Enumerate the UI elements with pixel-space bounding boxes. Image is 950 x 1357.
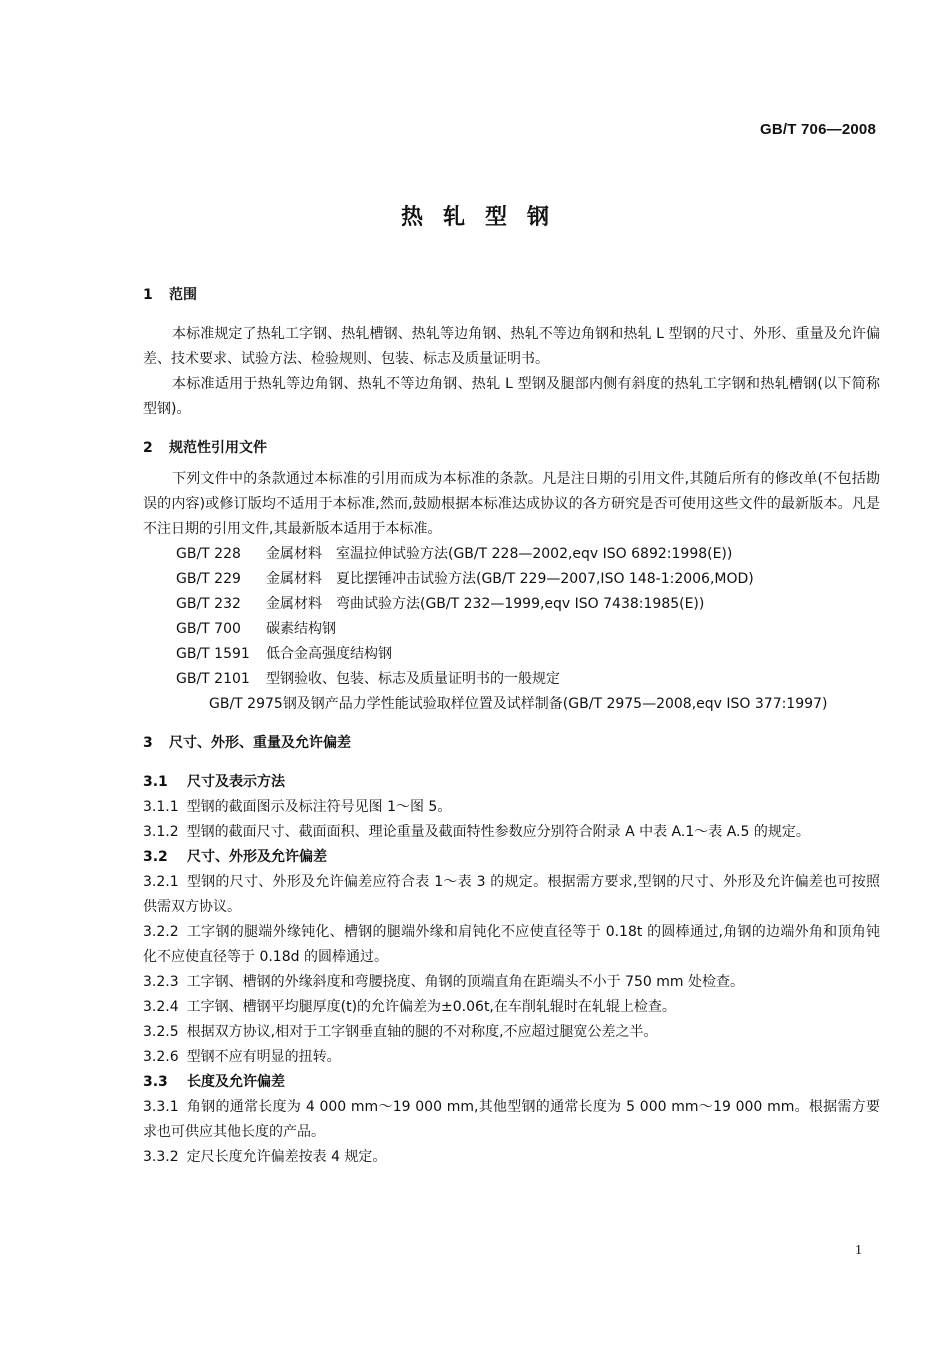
clause bbox=[143, 1020, 880, 1045]
reference-item bbox=[143, 667, 880, 692]
clause bbox=[143, 1095, 880, 1145]
clause-text: 工字钢、槽钢的外缘斜度和弯腰挠度、角钢的顶端直角在距端头不小于 750 mm 处检查。 bbox=[186, 974, 744, 990]
clause-text: 定尺长度允许偏差按表 4 规定。 bbox=[186, 1149, 387, 1165]
section-1-heading bbox=[143, 283, 880, 308]
section-3-heading bbox=[143, 731, 880, 756]
clause bbox=[143, 870, 880, 920]
reference-item bbox=[143, 617, 880, 642]
document-title: 热轧型钢 bbox=[400, 205, 569, 230]
reference-item bbox=[143, 567, 880, 592]
reference-title: 型钢验收、包装、标志及质量证明书的一般规定 bbox=[266, 671, 560, 687]
clause-text: 根据双方协议,相对于工字钢垂直轴的腿的不对称度,不应超过腿宽公差之半。 bbox=[186, 1024, 658, 1040]
clause-text: 型钢不应有明显的扭转。 bbox=[186, 1049, 341, 1065]
clause bbox=[143, 920, 880, 970]
clause bbox=[143, 795, 880, 820]
reference-title: 金属材料 夏比摆锤冲击试验方法(GB/T 229—2007,ISO 148-1:2006,MOD) bbox=[266, 571, 754, 587]
reference-title: 金属材料 弯曲试验方法(GB/T 232—1999,eqv ISO 7438:1985(E)) bbox=[266, 596, 705, 612]
clause bbox=[143, 820, 880, 845]
reference-code: GB/T 2975 bbox=[209, 696, 283, 712]
reference-title: 低合金高强度结构钢 bbox=[266, 646, 392, 662]
reference-code: GB/T 232 bbox=[176, 596, 241, 612]
paragraph: 下列文件中的条款通过本标准的引用而成为本标准的条款。凡是注日期的引用文件,其随后所有的修改单(不包括勘误的内容)或修订版均不适用于本标准,然而,鼓励根据本标准达成协议的各方研究是否可使用这些文件的最新版本。凡是不注日期的引用文件,其最新版本适用于本标准。 bbox=[143, 471, 880, 537]
reference-code: GB/T 2101 bbox=[176, 671, 250, 687]
reference-code: GB/T 700 bbox=[176, 621, 241, 637]
section-number: 1 bbox=[143, 287, 153, 303]
clause-number: 3.1.1 bbox=[143, 799, 179, 815]
clause-number: 3.3.1 bbox=[143, 1099, 179, 1115]
reference-item bbox=[143, 592, 880, 617]
section-number: 2 bbox=[143, 440, 153, 456]
reference-title: 金属材料 室温拉伸试验方法(GB/T 228—2002,eqv ISO 6892:1998(E)) bbox=[266, 546, 733, 562]
clause-text: 角钢的通常长度为 4 000 mm～19 000 mm,其他型钢的通常长度为 5 000 mm～19 000 mm。根据需方要求也可供应其他长度的产品。 bbox=[143, 1099, 880, 1140]
clause-text: 型钢的截面尺寸、截面面积、理论重量及截面特性参数应分别符合附录 A 中表 A.1～表 A.5 的规定。 bbox=[186, 824, 810, 840]
subsection-number: 3.2 bbox=[143, 849, 168, 865]
clause-number: 3.2.3 bbox=[143, 974, 179, 990]
standard-code: GB/T 706—2008 bbox=[760, 121, 876, 138]
paragraph: 本标准适用于热轧等边角钢、热轧不等边角钢、热轧 L 型钢及腿部内侧有斜度的热轧工字钢和热轧槽钢(以下简称型钢)。 bbox=[143, 376, 880, 417]
clause-text: 工字钢的腿端外缘钝化、槽钢的腿端外缘和肩钝化不应使直径等于 0.18t 的圆棒通过,角钢的边端外角和顶角钝化不应使直径等于 0.18d 的圆棒通过。 bbox=[143, 924, 880, 965]
page-number: 1 bbox=[855, 1243, 862, 1258]
subsection-title: 长度及允许偏差 bbox=[187, 1074, 285, 1090]
section-title: 规范性引用文件 bbox=[169, 440, 267, 456]
clause bbox=[143, 1045, 880, 1070]
clause-number: 3.2.1 bbox=[143, 874, 179, 890]
clause-text: 型钢的尺寸、外形及允许偏差应符合表 1～表 3 的规定。根据需方要求,型钢的尺寸、外形及允许偏差也可按照供需双方协议。 bbox=[143, 874, 880, 915]
section-2-heading bbox=[143, 436, 880, 461]
document-body bbox=[143, 283, 880, 1170]
clause bbox=[143, 995, 880, 1020]
subsection-title: 尺寸、外形及允许偏差 bbox=[187, 849, 327, 865]
reference-title: 钢及钢产品力学性能试验取样位置及试样制备(GB/T 2975—2008,eqv ISO 377:1997) bbox=[282, 696, 828, 712]
section-title: 尺寸、外形、重量及允许偏差 bbox=[169, 735, 351, 751]
clause-text: 型钢的截面图示及标注符号见图 1～图 5。 bbox=[186, 799, 452, 815]
subsection-title: 尺寸及表示方法 bbox=[187, 774, 285, 790]
subsection-3-2-heading bbox=[143, 845, 880, 870]
subsection-3-1-heading bbox=[143, 770, 880, 795]
clause-number: 3.2.4 bbox=[143, 999, 179, 1015]
clause-number: 3.3.2 bbox=[143, 1149, 179, 1165]
reference-title: 碳素结构钢 bbox=[266, 621, 336, 637]
reference-item bbox=[143, 642, 880, 667]
clause-number: 3.2.2 bbox=[143, 924, 179, 940]
reference-code: GB/T 229 bbox=[176, 571, 241, 587]
section-number: 3 bbox=[143, 735, 153, 751]
clause-number: 3.2.6 bbox=[143, 1049, 179, 1065]
clause-number: 3.1.2 bbox=[143, 824, 179, 840]
subsection-3-3-heading bbox=[143, 1070, 880, 1095]
clause-text: 工字钢、槽钢平均腿厚度(t)的允许偏差为±0.06t,在车削轧辊时在轧辊上检查。 bbox=[186, 999, 676, 1015]
clause-number: 3.2.5 bbox=[143, 1024, 179, 1040]
section-title: 范围 bbox=[169, 287, 197, 303]
subsection-number: 3.1 bbox=[143, 774, 168, 790]
paragraph: 本标准规定了热轧工字钢、热轧槽钢、热轧等边角钢、热轧不等边角钢和热轧 L 型钢的尺寸、外形、重量及允许偏差、技术要求、试验方法、检验规则、包装、标志及质量证明书。 bbox=[143, 326, 880, 367]
reference-code: GB/T 228 bbox=[176, 546, 241, 562]
clause bbox=[143, 1145, 880, 1170]
reference-item bbox=[143, 692, 880, 717]
reference-code: GB/T 1591 bbox=[176, 646, 250, 662]
reference-item bbox=[143, 542, 880, 567]
subsection-number: 3.3 bbox=[143, 1074, 168, 1090]
clause bbox=[143, 970, 880, 995]
